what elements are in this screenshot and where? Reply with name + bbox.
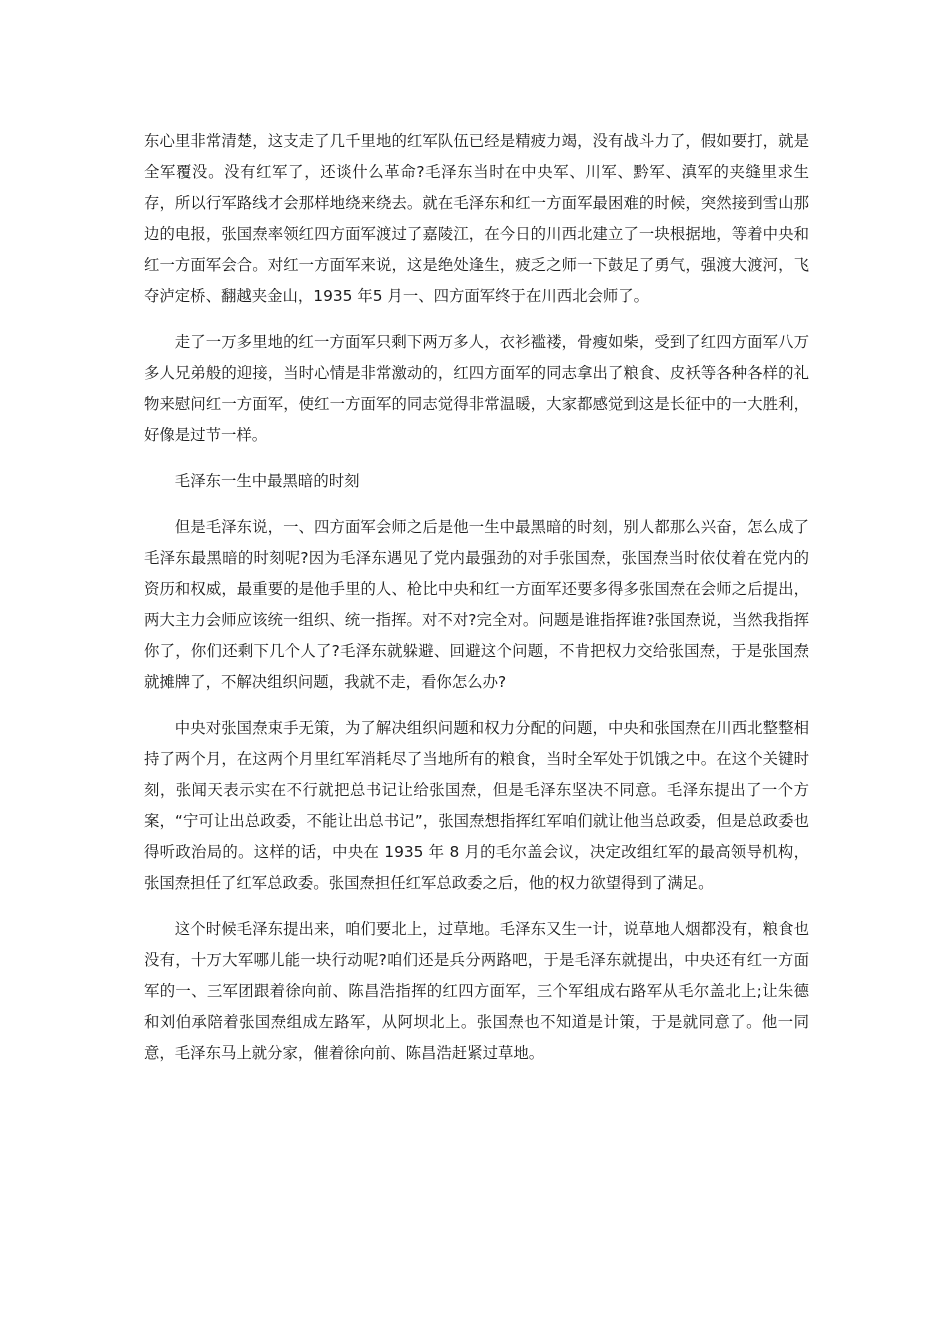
paragraph-1: 东心里非常清楚，这支走了几千里地的红军队伍已经是精疲力竭，没有战斗力了，假如要打，就是全军覆没。没有红军了，还谈什么革命?毛泽东当时在中央军、川军、黔军、滇军的夹缝里求生存，所以行军路线才会那样地绕来绕去。就在毛泽东和红一方面军最困难的时候，突然接到雪山那边的电报，张国焘率领红四方面军渡过了嘉陵江，在今日的川西北建立了一块根据地，等着中央和红一方面军会合。对红一方面军来说，这是绝处逢生，疲乏之师一下鼓足了勇气，强渡大渡河，飞夺泸定桥、翻越夹金山，1935 年5 月一、四方面军终于在川西北会师了。 [144,132,809,305]
section-heading: 毛泽东一生中最黑暗的时刻 [174,472,360,490]
document-page [144,126,809,1084]
paragraph-3: 但是毛泽东说，一、四方面军会师之后是他一生中最黑暗的时刻，别人都那么兴奋，怎么成了毛泽东最黑暗的时刻呢?因为毛泽东遇见了党内最强劲的对手张国焘，张国焘当时依仗着在党内的资历和权威，最重要的是他手里的人、枪比中央和红一方面军还要多得多张国焘在会师之后提出，两大主力会师应该统一组织、统一指挥。对不对?完全对。问题是谁指挥谁?张国焘说，当然我指挥你了，你们还剩下几个人了?毛泽东就躲避、回避这个问题，不肯把权力交给张国焘，于是张国焘就摊牌了，不解决组织问题，我就不走，看你怎么办? [144,518,809,691]
paragraph-2: 走了一万多里地的红一方面军只剩下两万多人，衣衫褴褛，骨瘦如柴，受到了红四方面军八万多人兄弟般的迎接，当时心情是非常激动的，红四方面军的同志拿出了粮食、皮袄等各种各样的礼物来慰问红一方面军，使红一方面军的同志觉得非常温暖，大家都感觉到这是长征中的一大胜利，好像是过节一样。 [144,333,809,444]
paragraph-4: 中央对张国焘束手无策，为了解决组织问题和权力分配的问题，中央和张国焘在川西北整整相持了两个月，在这两个月里红军消耗尽了当地所有的粮食，当时全军处于饥饿之中。在这个关键时刻，张闻天表示实在不行就把总书记让给张国焘，但是毛泽东坚决不同意。毛泽东提出了一个方案，“宁可让出总政委，不能让出总书记”，张国焘想指挥红军咱们就让他当总政委，但是总政委也得听政治局的。这样的话，中央在 1935 年 8 月的毛尔盖会议，决定改组红军的最高领导机构，张国焘担任了红军总政委。张国焘担任红军总政委之后，他的权力欲望得到了满足。 [144,719,809,892]
paragraph-5: 这个时候毛泽东提出来，咱们要北上，过草地。毛泽东又生一计，说草地人烟都没有，粮食也没有，十万大军哪儿能一块行动呢?咱们还是兵分两路吧，于是毛泽东就提出，中央还有红一方面军的一、三军团跟着徐向前、陈昌浩指挥的红四方面军，三个军组成右路军从毛尔盖北上;让朱德和刘伯承陪着张国焘组成左路军，从阿坝北上。张国焘也不知道是计策，于是就同意了。他一同意，毛泽东马上就分家，催着徐向前、陈昌浩赶紧过草地。 [144,920,809,1062]
